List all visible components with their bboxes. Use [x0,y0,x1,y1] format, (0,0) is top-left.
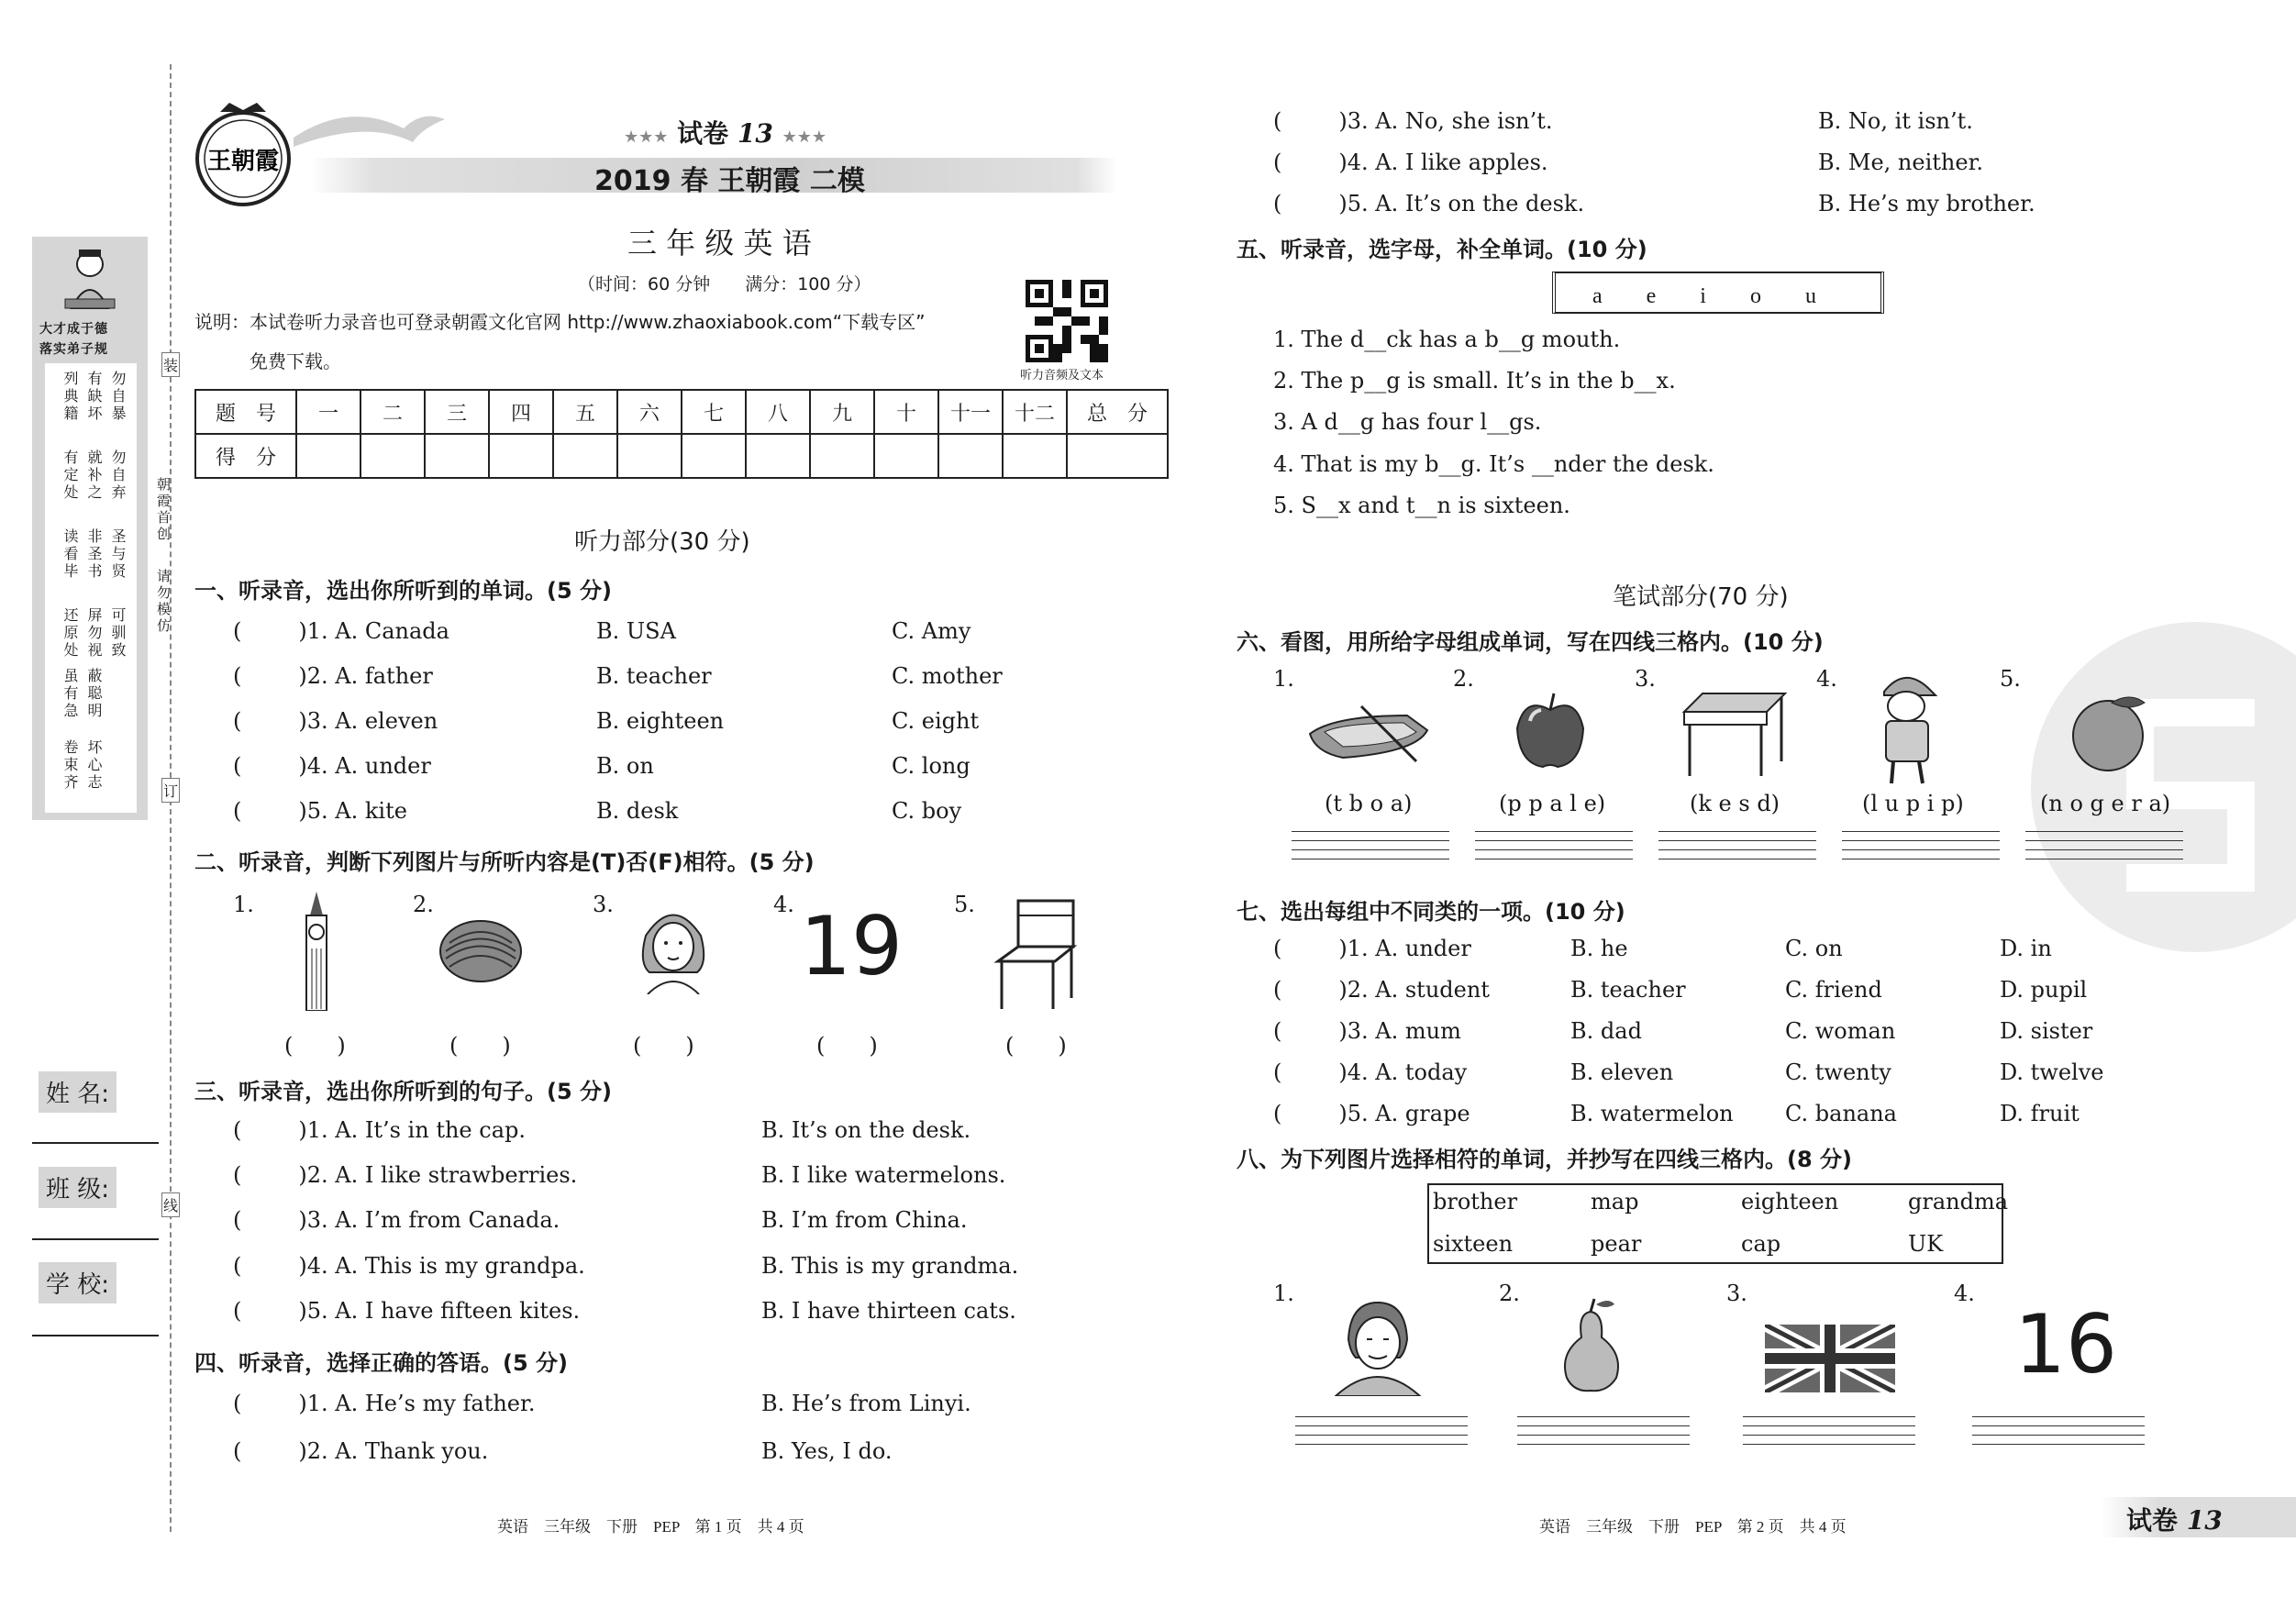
score-col-11: 十一 [938,390,1003,434]
score-col-4: 四 [489,390,553,434]
score-col-label: 题 号 [195,390,296,434]
score-col-12: 十二 [1003,390,1067,434]
corner-paper-label [2126,1501,2223,1537]
s6-num-2: 2. [1453,666,1474,692]
scholar-illustration [49,244,131,317]
s4-q2-b: B. Yes, I do. [761,1438,893,1464]
paper-label: 试卷 [677,118,729,149]
score-cell[interactable] [617,434,682,478]
brand-logo [183,99,303,209]
poem-col-1b: 有缺坏 [85,371,103,423]
section-2-title: 二、听录音，判断下列图片与所听内容是(T)否(F)相符。(5 分) [194,849,815,875]
binding-mark-zhuang: 装 [161,352,180,377]
score-col-10: 十 [874,390,938,434]
class-label: 班 级: [39,1167,116,1208]
s3-q4-b: B. This is my grandma. [761,1253,1019,1279]
section-1-title: 一、听录音，选出你所听到的单词。(5 分) [194,578,612,604]
s7-q3-c: C. woman [1785,1018,1896,1044]
footer-left: 英语 三年级 下册 PEP 第 1 页 共 4 页 [497,1518,804,1536]
exam-note-2: 免费下载。 [250,350,341,372]
uk-flag-image [1765,1325,1895,1392]
s6-num-5: 5. [2000,666,2021,692]
score-cell-total[interactable] [1067,434,1168,478]
score-cell[interactable] [938,434,1003,478]
school-label: 学 校: [39,1262,116,1303]
chair-image [991,897,1082,1013]
grandma-image [1326,1293,1429,1396]
s1-q4[interactable]: ( )4. A. under [233,753,431,779]
s6-letters-2: (p p a l e) [1499,791,1606,816]
s4-q1[interactable]: ( )1. A. He’s my father. [233,1391,536,1416]
s4-q2[interactable]: ( )2. A. Thank you. [233,1438,489,1464]
score-col-5: 五 [553,390,617,434]
motto-line-1: 大才成于德 [39,322,108,337]
s6-letters-1: (t b o a) [1325,791,1413,816]
s8-write-lines-3[interactable] [1743,1416,1915,1453]
s1-q5[interactable]: ( )5. A. kite [233,798,407,824]
s6-write-lines-3[interactable] [1658,831,1816,868]
score-col-2: 二 [360,390,425,434]
s7-q4-d: D. twelve [2000,1059,2104,1085]
section-6-title: 六、看图，用所给字母组成单词，写在四线三格内。(10 分) [1237,629,1824,655]
listening-title: 听力部分(30 分) [574,528,750,556]
s4-q4[interactable]: ( )4. A. I like apples. [1273,150,1548,175]
poem-col-4c: 还原处 [61,607,79,660]
s7-q2[interactable]: ( )2. A. student [1273,977,1490,1003]
section-5-title: 五、听录音，选字母，补全单词。(10 分) [1237,237,1647,262]
qr-caption: 听力音频及文本 [1020,369,1104,383]
exam-note: 说明：本试卷听力录音也可登录朝霞文化官网 http://www.zhaoxiabook.com“下载专区” [194,311,926,333]
s3-q3[interactable]: ( )3. A. I’m from Canada. [233,1207,560,1233]
word-bank-3: eighteen [1741,1189,1839,1214]
girl-face-image [627,899,719,994]
s7-q2-d: D. pupil [2000,977,2088,1003]
s2-answer-1[interactable]: ( ) [284,1033,346,1059]
s7-q3-b: B. dad [1570,1018,1642,1044]
s5-q5[interactable]: 5. S__x and t__n is sixteen. [1273,493,1570,518]
stars-left: ★★★ [624,128,669,147]
s2-num-2: 2. [413,892,434,917]
poem-col-1a: 勿自暴 [109,371,127,423]
score-cell[interactable] [489,434,553,478]
score-col-1: 一 [296,390,360,434]
score-col-total: 总 分 [1067,390,1168,434]
s6-num-1: 1. [1273,666,1294,692]
s6-write-lines-1[interactable] [1292,831,1449,868]
score-col-9: 九 [810,390,874,434]
score-cell[interactable] [425,434,489,478]
big-number-16: 16 [2014,1297,2117,1392]
desk-image [1680,690,1789,778]
score-col-6: 六 [617,390,682,434]
s3-q1-b: B. It’s on the desk. [761,1117,971,1143]
header-ribbon [294,101,449,156]
s1-q3-b: B. eighteen [596,708,725,734]
s1-q3-c: C. eight [892,708,980,734]
s1-q1-b: B. USA [596,618,676,644]
writing-title: 笔试部分(70 分) [1613,583,1789,611]
score-cell[interactable] [746,434,810,478]
s3-q2[interactable]: ( )2. A. I like strawberries. [233,1162,578,1188]
answer-seal-watermark [2025,616,2296,958]
score-cell[interactable] [810,434,874,478]
word-bank-2: map [1591,1189,1639,1214]
word-bank-6: pear [1591,1231,1642,1257]
s4-q1-b: B. He’s from Linyi. [761,1391,971,1416]
s2-answer-2[interactable]: ( ) [449,1033,511,1059]
s1-q4-c: C. long [892,753,971,779]
s2-answer-3[interactable]: ( ) [633,1033,694,1059]
s5-q3[interactable]: 3. A d__g has four l__gs. [1273,409,1542,435]
name-blank[interactable] [32,1142,159,1144]
word-bank-5: sixteen [1433,1231,1514,1257]
s6-write-lines-4[interactable] [1842,831,2000,868]
exam-title: 2019 春 王朝霞 二模 [594,165,865,197]
poem-col-4a: 可驯致 [109,607,127,660]
section-7-title: 七、选出每组中不同类的一项。(10 分) [1237,899,1625,925]
footer-right: 英语 三年级 下册 PEP 第 2 页 共 4 页 [1539,1518,1847,1536]
poem-col-2c: 有定处 [61,449,79,502]
s1-q5-b: B. desk [596,798,679,824]
s2-num-3: 3. [593,892,614,917]
section-3-title: 三、听录音，选出你所听到的句子。(5 分) [194,1079,612,1104]
s3-q5[interactable]: ( )5. A. I have fifteen kites. [233,1298,581,1324]
s7-q5[interactable]: ( )5. A. grape [1273,1101,1470,1126]
word-bank-4: grandma [1908,1189,2009,1214]
s7-q1-b: B. he [1570,936,1628,961]
s3-q1[interactable]: ( )1. A. It’s in the cap. [233,1117,526,1143]
section-8-title: 八、为下列图片选择相符的单词，并抄写在四线三格内。(8 分) [1237,1147,1852,1172]
big-number-19: 19 [800,899,903,993]
poem-col-2a: 勿自弃 [109,449,127,502]
s7-q5-d: D. fruit [2000,1101,2080,1126]
score-col-3: 三 [425,390,489,434]
score-col-7: 七 [682,390,746,434]
s3-q2-b: B. I like watermelons. [761,1162,1006,1188]
s3-q5-b: B. I have thirteen cats. [761,1298,1016,1324]
s8-num-1: 1. [1273,1281,1294,1306]
svg-text:王朝霞: 王朝霞 [206,148,280,175]
s1-q2[interactable]: ( )2. A. father [233,663,433,689]
score-col-8: 八 [746,390,810,434]
s4-q5[interactable]: ( )5. A. It’s on the desk. [1273,191,1585,216]
s7-q1-d: D. in [2000,936,2052,961]
watermelon-image [437,917,525,985]
s8-num-3: 3. [1726,1281,1747,1306]
s6-letters-3: (k e s d) [1690,791,1780,816]
score-cell[interactable] [296,434,360,478]
time-score: （时间：60 分钟 满分：100 分） [578,274,871,294]
word-bank-7: cap [1741,1231,1781,1257]
paper-number: 13 [737,118,773,149]
s8-num-2: 2. [1499,1281,1520,1306]
section-4-title: 四、听录音，选择正确的答语。(5 分) [194,1350,568,1376]
s6-letters-5: (n o g e r a) [2040,791,2171,816]
corner-number: 13 [2186,1505,2223,1536]
poem-col-6b: 坏心志 [85,739,103,792]
score-cell[interactable] [874,434,938,478]
word-bank-8: UK [1908,1231,1944,1257]
s7-q4-c: C. twenty [1785,1059,1891,1085]
score-cell[interactable] [682,434,746,478]
s4-q5-b: B. He’s my brother. [1818,191,2035,216]
poem-col-3b: 非圣书 [85,528,103,581]
s7-q5-b: B. watermelon [1570,1101,1734,1126]
orange-image [2066,692,2157,774]
motto-line-2: 落实弟子规 [39,342,108,357]
s5-q2[interactable]: 2. The p__g is small. It’s in the b__x. [1273,368,1676,394]
s5-q1[interactable]: 1. The d__ck has a b__g mouth. [1273,327,1621,352]
s1-q1[interactable]: ( )1. A. Canada [233,618,449,644]
s7-q4-b: B. eleven [1570,1059,1674,1085]
score-table-header-row [195,390,1168,434]
s6-write-lines-2[interactable] [1475,831,1633,868]
s1-q3[interactable]: ( )3. A. eleven [233,708,438,734]
class-blank[interactable] [32,1238,159,1240]
poem-col-4b: 屏勿视 [85,607,103,660]
s8-write-lines-4[interactable] [1972,1416,2145,1453]
s7-q2-b: B. teacher [1570,977,1686,1003]
s2-answer-4[interactable]: ( ) [816,1033,878,1059]
poem-col-1c: 列典籍 [61,371,79,423]
s2-num-5: 5. [954,892,975,917]
poem-col-5c: 虽有急 [61,668,79,720]
spine-text-1: 朝霞首创 [155,477,172,543]
poem-col-6c: 卷束齐 [61,739,79,792]
paper-number-line [624,114,826,150]
score-cell[interactable] [553,434,617,478]
qr-code[interactable] [1026,280,1108,362]
s4-q4-b: B. Me, neither. [1818,150,1984,175]
s7-q1-c: C. on [1785,936,1843,961]
subject-title: 三 年 级 英 语 [627,226,812,261]
s4-q3-b: B. No, it isn’t. [1818,108,1973,134]
s2-answer-5[interactable]: ( ) [1005,1033,1067,1059]
school-blank[interactable] [32,1335,159,1336]
name-label: 姓 名: [39,1071,116,1113]
score-cell[interactable] [360,434,425,478]
score-cell[interactable] [1003,434,1067,478]
boat-image [1306,697,1431,771]
word-bank-1: brother [1433,1189,1518,1214]
s6-write-lines-5[interactable] [2025,831,2183,868]
motto-panel [32,237,148,820]
s7-q3-d: D. sister [2000,1018,2093,1044]
s1-q1-c: C. Amy [892,618,971,644]
s2-num-1: 1. [233,892,254,917]
pear-image [1558,1295,1625,1394]
big-ben-image [294,890,339,1011]
score-table [194,389,1169,479]
s5-q4[interactable]: 4. That is my b__g. It’s __nder the desk. [1273,451,1714,477]
s7-q4[interactable]: ( )4. A. today [1273,1059,1468,1085]
pupil-image [1868,670,1947,787]
poem-col-3a: 圣与贤 [109,528,127,581]
poem-col-5b: 蔽聪明 [85,668,103,720]
s6-letters-4: (l u p i p) [1862,791,1964,816]
s6-num-4: 4. [1816,666,1837,692]
s4-q3[interactable]: ( )3. A. No, she isn’t. [1273,108,1553,134]
poem-col-3c: 读看毕 [61,528,79,581]
score-row-label: 得 分 [195,434,296,478]
poem-col-2b: 就补之 [85,449,103,502]
s1-q2-c: C. mother [892,663,1003,689]
spine-text-2: 请勿模仿 [155,569,172,635]
s7-q1[interactable]: ( )1. A. under [1273,936,1471,961]
s6-num-3: 3. [1635,666,1656,692]
s8-write-lines-1[interactable] [1295,1416,1468,1453]
s7-q5-c: C. banana [1785,1101,1897,1126]
s1-q4-b: B. on [596,753,654,779]
s7-q2-c: C. friend [1785,977,1882,1003]
s1-q5-c: C. boy [892,798,962,824]
binding-mark-xian: 线 [161,1192,180,1217]
s1-q2-b: B. teacher [596,663,712,689]
s8-write-lines-2[interactable] [1517,1416,1690,1453]
s7-q3[interactable]: ( )3. A. mum [1273,1018,1461,1044]
letter-choices: a e i o u [1592,284,1816,308]
binding-mark-ding: 订 [161,778,180,803]
score-table-score-row [195,434,1168,478]
s3-q4[interactable]: ( )4. A. This is my grandpa. [233,1253,585,1279]
apple-image [1512,690,1589,771]
corner-label-text: 试卷 [2126,1505,2179,1536]
s8-num-4: 4. [1954,1281,1975,1306]
s2-num-4: 4. [773,892,794,917]
s3-q3-b: B. I’m from China. [761,1207,968,1233]
stars-right: ★★★ [782,128,827,147]
